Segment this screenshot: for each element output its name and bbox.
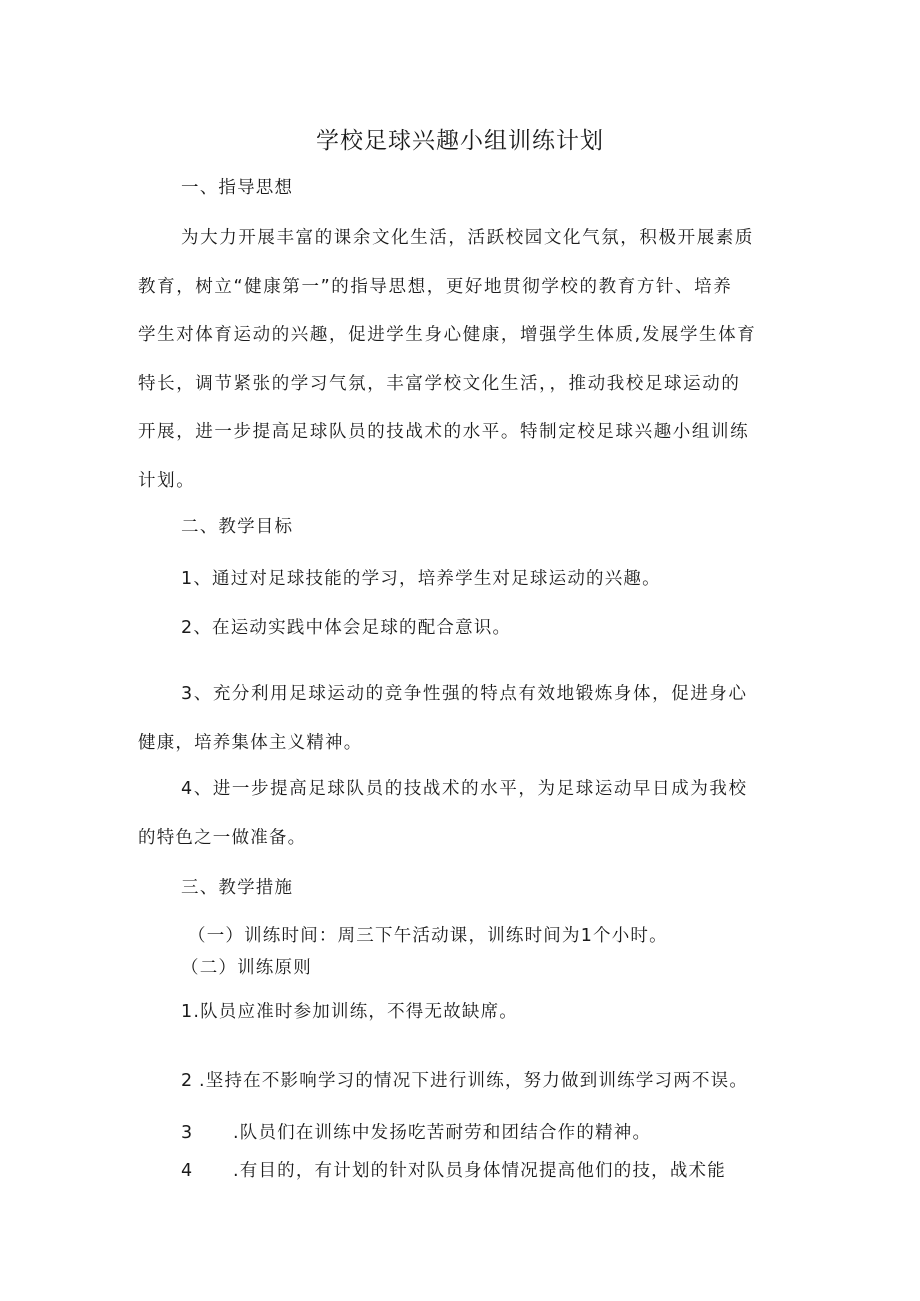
rule-3 bbox=[181, 1121, 651, 1145]
rule-text: .队员们在训练中发扬吃苦耐劳和团结合作的精神。 bbox=[233, 1123, 652, 1143]
rule-text: .坚持在不影响学习的情况下进行训练，努力做到训练学习两不误。 bbox=[199, 1071, 749, 1091]
paragraph-line: 开展，进一步提高足球队员的技战术的水平。特制定校足球兴趣小组训练 bbox=[138, 422, 750, 442]
section1-heading: 一、指导思想 bbox=[181, 178, 294, 198]
measure-sub-2: （二）训练原则 bbox=[181, 958, 312, 978]
rule-text: .有目的，有计划的针对队员身体情况提高他们的技，战术能 bbox=[233, 1161, 726, 1181]
measure-sub-1: （一）训练时间：周三下午活动课，训练时间为1个小时。 bbox=[188, 926, 668, 946]
paragraph-line: 教育，树立“健康第一”的指导思想，更好地贯彻学校的教育方针、培养 bbox=[138, 276, 733, 297]
rule-1: 1.队员应准时参加训练，不得无故缺席。 bbox=[181, 1002, 518, 1022]
section3-heading: 三、教学措施 bbox=[181, 878, 294, 898]
paragraph-line: 特长，调节紧张的学习气氛，丰富学校文化生活，，推动我校足球运动的 bbox=[138, 373, 741, 394]
goal-item-4-line1: 4、进一步提高足球队员的技战术的水平，为足球运动早日成为我校 bbox=[181, 779, 748, 799]
paragraph-line: 学生对体育运动的兴趣，促进学生身心健康，增强学生体质,发展学生体育 bbox=[138, 325, 757, 345]
goal-item-3-line2: 健康，培养集体主义精神。 bbox=[138, 733, 363, 753]
section1-paragraph bbox=[138, 226, 788, 517]
rule-2 bbox=[181, 1069, 748, 1093]
goal-item-3-line1: 3、充分利用足球运动的竞争性强的特点有效地锻炼身体，促进身心 bbox=[181, 684, 748, 704]
rule-number: 2 bbox=[181, 1071, 194, 1091]
document-title: 学校足球兴趣小组训练计划 bbox=[316, 128, 604, 154]
paragraph-line: 为大力开展丰富的课余文化生活，活跃校园文化气氛，积极开展素质 bbox=[181, 228, 754, 248]
rule-4 bbox=[181, 1159, 726, 1183]
rule-number: 3 bbox=[181, 1123, 194, 1143]
goal-item-2: 2、在运动实践中体会足球的配合意识。 bbox=[181, 618, 512, 638]
paragraph-line: 计划。 bbox=[138, 470, 196, 491]
goal-item-4-line2: 的特色之一做准备。 bbox=[138, 828, 307, 848]
goal-item-1: 1、通过对足球技能的学习，培养学生对足球运动的兴趣。 bbox=[181, 569, 661, 589]
section2-heading: 二、教学目标 bbox=[181, 517, 294, 537]
rule-number: 4 bbox=[181, 1161, 194, 1181]
